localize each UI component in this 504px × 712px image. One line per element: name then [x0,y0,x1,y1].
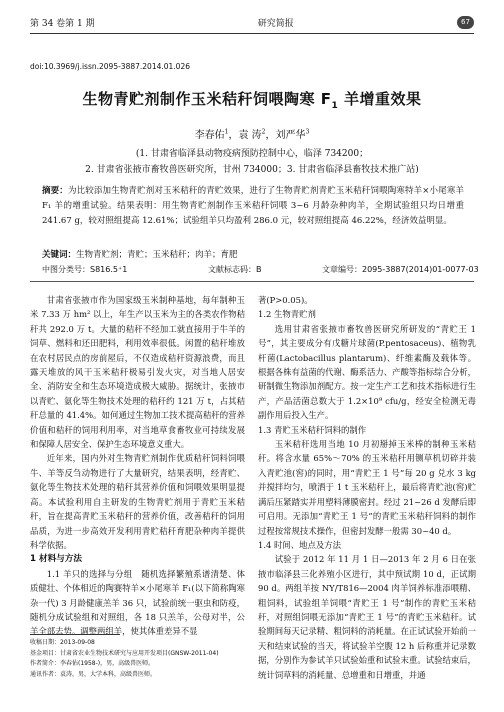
keywords [42,248,464,260]
subsection-heading: 1.4 时间、地点及方法 [258,539,341,550]
keywords-label: 关键词： [42,250,77,260]
keywords-text: 生物青贮剂；青贮；玉米秸秆；肉羊；育肥 [76,250,238,260]
abstract-separator [30,281,474,282]
body-paragraph: 选用甘肃省张掖市畜牧兽医研究所研发的“青贮王 1 号”，其主要成分有戊糖片球菌(P.pentosaceus)、植物乳杆菌(Lactobacillus plantarum)、纤维素酶及载体等。根据各株有益菌的代谢、酶系活力、产酸等指标综合分析，研制微生物添加剂配方。按一定生产工艺和技术指标进行生产，产品活菌总数大于 1.2×10⁹ cfu/g，经安全检测无毒副作用后投入生产。 [258,323,476,421]
subsection-text: 随机选择繁殖系谱清楚、体质健壮、个体相近的陶赛特羊×小尾寒羊 F₁(以下简称陶寒杂一代) 3 月龄健康羔羊 36 只，试验前统一驱虫和防疫，随机分成试验组和对照组，各 18 只羔羊，公母对半，公羊全部去势。调整两组羊，使其体重差异不显 [30,568,246,637]
author-name: ，刘严华 [265,130,306,141]
body-paragraph: 著(P>0.05)。 [258,295,313,305]
title-main: 生物青贮剂制作玉米秸秆饲喂陶寒 F [82,90,332,108]
body-paragraph: 玉米秸秆选用当地 10 月初掰掉玉米棒的制种玉米秸秆。将含水量 65%～70% 的玉米秸秆用铡草机切碎并装入青贮池(窖)的同时，用“青贮王 1 号”每 20 g 兑水 3 kg 并搅拌均匀，喷洒于 1 t 玉米秸秆上，最后将青贮池(窖)贮满后压紧踏实并用塑料薄膜密封。经过 21~26 d 发酵后即可启用。无添加“青贮王 1 号”的青贮玉米秸秆饲料的制作过程按常规技术操作，但密封发酵一般需 30~40 d。 [258,439,476,536]
issue-label: 第 34 卷第 1 期 [30,18,95,29]
clc-number: 中图分类号：S816.5⁺1 [42,265,128,274]
title-tail: 羊增重效果 [338,90,422,108]
abstract [42,184,464,229]
author-list [30,126,474,141]
body-paragraph: 甘肃省张掖市作为国家级玉米制种基地，每年制种玉米 7.33 万 hm² 以上，年生产以玉米为主的各类农作物秸秆共 292.0 万 t。大量的秸秆不经加工就直接用于牛羊的饲草、燃料和还田肥料，利用效率很低。闲置的秸秆堆放在农村居民点的房前屋后，不仅造成秸秆资源浪费，而且露天堆放的风干玉米秸秆极易引发火灾，对当地人居安全、消防安全和生态环境造成极大威胁。据统计，张掖市以青贮、氨化等生物技术处理的秸秆约 121 万 t，占其秸秆总量的 41.4%。如何通过生物加工技术提高秸秆的营养价值和秸秆的饲用利用率，对当地草食畜牧业可持续发展和保障人居安全、保护生态环境意义重大。 [30,295,245,450]
affiliation-line: 2. 甘肃省张掖市畜牧兽医研究所，甘州 734000；3. 甘肃省临泽县畜牧技术推广站) [85,165,419,175]
footnote-rule [30,634,120,635]
page-number-badge: 67 [457,16,474,29]
abstract-label: 摘要： [42,186,68,196]
author-affil-mark: 1 [224,128,229,136]
journal-section: 研究简报 [257,18,294,29]
body-column-right [258,293,476,682]
body-paragraph: 近年来，国内外对生物青贮剂制作优质秸秆饲料饲喂牛、羊等反刍动物进行了大量研究，结果表明，经青贮、氨化等生物技术处理的秸秆其营养价值和饲喂效果明显提高。本试验利用自主研发的生物青贮剂用于青贮玉米秸秆，旨在提高青贮玉米秸秆的营养价值，改善秸秆的饲用品质，为进一步高效开发利用青贮秸秆育肥杂种肉羊提供科学依据。 [30,453,245,550]
footnote-author: 作者简介：李春佑(1958-)，男，高级兽医师。 [30,660,155,667]
footnote-fund: 基金项目：甘肃省农业生物技术研究与应用开发项目(GNSW-2011-04) [30,649,219,657]
running-head [30,12,474,32]
author-name: 李春佑 [194,130,225,141]
footnotes [30,638,245,680]
subsection-heading: 1.2 生物青贮剂 [258,309,316,320]
subsection-heading: 1.1 羊只的选择与分组 [46,568,133,579]
article-title [30,88,474,111]
doi: doi:10.3969/j.issn.2095-3887.2014.01.026 [30,62,190,71]
affiliation-line: (1. 甘肃省临泽县动物疫病预防控制中心，临泽 734200； [135,149,369,159]
title-subscript: 1 [331,101,339,111]
article-number: 文章编号：2095-3887(2014)01-0077-03 [322,265,479,274]
author-affil-mark: 3 [305,128,310,136]
abstract-text: 为比较添加生物青贮剂对玉米秸秆的青贮效果，进行了生物青贮剂青贮玉米秸秆饲喂陶寒特羊×小尾寒羊 F₁ 羊的增重试验。结果表明：用生物青贮剂制作玉米秸秆饲喂 3~6 月龄杂种肉羊，全期试验组只均日增重 241.67 g，较对照组提高 12.61%；试验组羊只均盈利 286.0 元，较对照组提高 46.22%，经济效益明显。 [42,186,464,226]
author-name: ，袁 涛 [228,130,262,141]
header-rule [30,33,474,34]
footnote-received: 收稿日期：2013-09-08 [30,639,95,646]
author-affil-mark: 2 [261,128,266,136]
body-column-left [30,293,245,639]
document-code: 文献标志码：B [208,265,262,274]
footnote-correspondence: 通讯作者：袁涛，男，大学本科，高级兽医师。 [30,670,157,678]
section-heading: 1 材料与方法 [30,554,82,565]
subsection-heading: 1.3 青贮玉米秸秆饲料的制作 [258,424,367,435]
body-paragraph [30,567,245,639]
body-paragraph: 试验于 2012 年 11 月 1 日—2013 年 2 月 6 日在张掖市临泽县三化养殖小区进行，其中预试期 10 d，正试期 90 d。两组羊按 NY/T816—2004 肉羊饲养标准添喂精、粗饲料，试验组羊饲喂“青贮王 1 号”制作的青贮玉米秸秆，对照组饲喂无添加“青贮王 1 号”的青贮玉米秸秆。试验期间每天记录精、粗饲料的消耗量。在正试试验开始前一天和结束试验的当天，将试验羊空腹 12 h 后称重并记录数据，分别作为参试羊只试验始重和试验末重。试验结束后，统计饲草料的消耗量、总增重和日增重，并通 [258,554,476,680]
